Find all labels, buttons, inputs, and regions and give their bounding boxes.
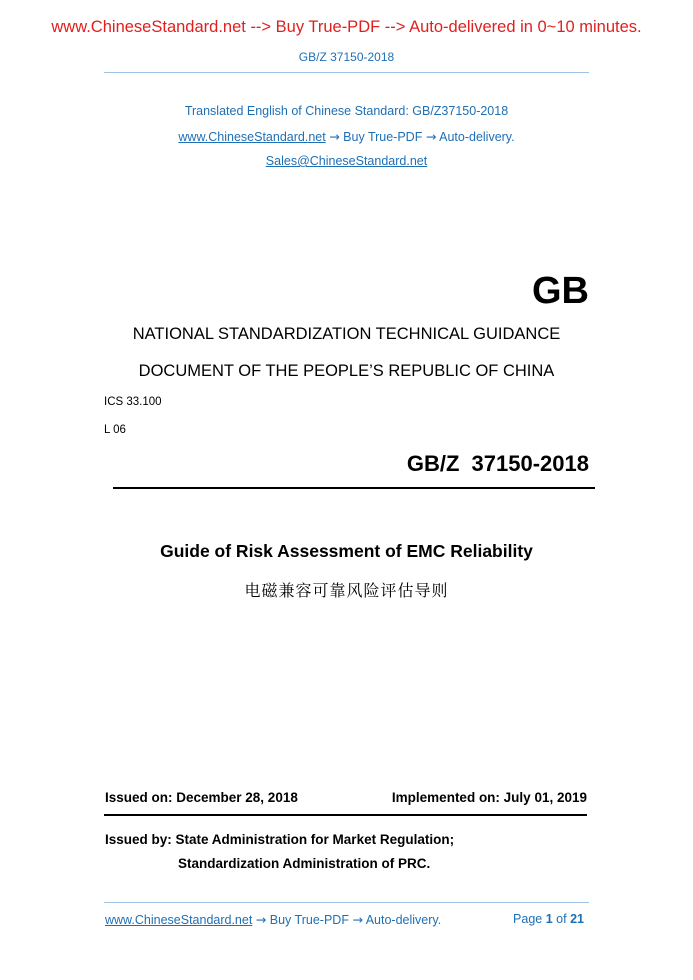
- page-of: of: [556, 912, 567, 926]
- translation-note: Translated English of Chinese Standard: GB/Z37150-2018: [184, 104, 509, 118]
- issued-by-row: [105, 832, 454, 847]
- implemented-on-date: Implemented on: July 01, 2019: [391, 790, 587, 805]
- banner-delivery-text: Auto-delivered in 0~10 minutes.: [409, 18, 642, 36]
- arrow-right-icon: →: [352, 912, 363, 927]
- document-title-en: Guide of Risk Assessment of EMC Reliability: [160, 541, 533, 561]
- document-title-cn: 电磁兼容可靠风险评估导则: [244, 583, 449, 600]
- banner-site-link[interactable]: www.ChineseStandard.net: [51, 18, 246, 36]
- translation-buy-text: Buy True-PDF: [343, 130, 423, 144]
- translation-links: [0, 129, 693, 144]
- issued-by-label: Issued by:: [105, 832, 172, 847]
- ics-code: ICS 33.100: [104, 396, 162, 408]
- translation-delivery-text: Auto-delivery.: [439, 130, 515, 144]
- translation-site-link[interactable]: www.ChineseStandard.net: [178, 130, 326, 144]
- translation-email-row: [0, 154, 693, 168]
- issuer-line-1: State Administration for Market Regulation;: [175, 832, 455, 847]
- page-indicator: [513, 912, 584, 926]
- banner-buy-link[interactable]: Buy True-PDF: [275, 18, 381, 36]
- footer-buy-text: Buy True-PDF: [269, 913, 349, 927]
- page-current: 1: [545, 912, 553, 926]
- page-label: Page: [513, 912, 543, 926]
- issuer-line-2: Standardization Administration of PRC.: [178, 856, 431, 871]
- header-divider: [104, 72, 589, 73]
- page-total: 21: [570, 912, 584, 926]
- footer-site-link[interactable]: www.ChineseStandard.net: [105, 913, 253, 927]
- standard-number-rule: [113, 487, 595, 489]
- top-banner: [0, 18, 693, 37]
- arrow-right-icon: →: [329, 129, 340, 144]
- gb-mark: GB: [532, 270, 589, 312]
- standard-number: GB/Z 37150-2018: [406, 451, 589, 476]
- ccs-code: L 06: [104, 424, 126, 436]
- arrow-right-icon: →: [425, 129, 437, 144]
- sales-email-link[interactable]: Sales@ChineseStandard.net: [265, 154, 428, 168]
- heading-line-1: NATIONAL STANDARDIZATION TECHNICAL GUIDANCE: [132, 325, 561, 343]
- heading-line-2: DOCUMENT OF THE PEOPLE’S REPUBLIC OF CHINA: [138, 362, 555, 380]
- footer-links: [105, 912, 441, 927]
- footer-delivery-text: Auto-delivery.: [365, 913, 442, 927]
- banner-separator: -->: [384, 18, 406, 36]
- dates-rule: [104, 814, 587, 816]
- arrow-right-icon: →: [255, 912, 267, 927]
- running-header: GB/Z 37150-2018: [298, 50, 395, 64]
- banner-separator: -->: [250, 18, 272, 36]
- footer-divider: [104, 902, 589, 903]
- issued-on-date: Issued on: December 28, 2018: [105, 790, 298, 805]
